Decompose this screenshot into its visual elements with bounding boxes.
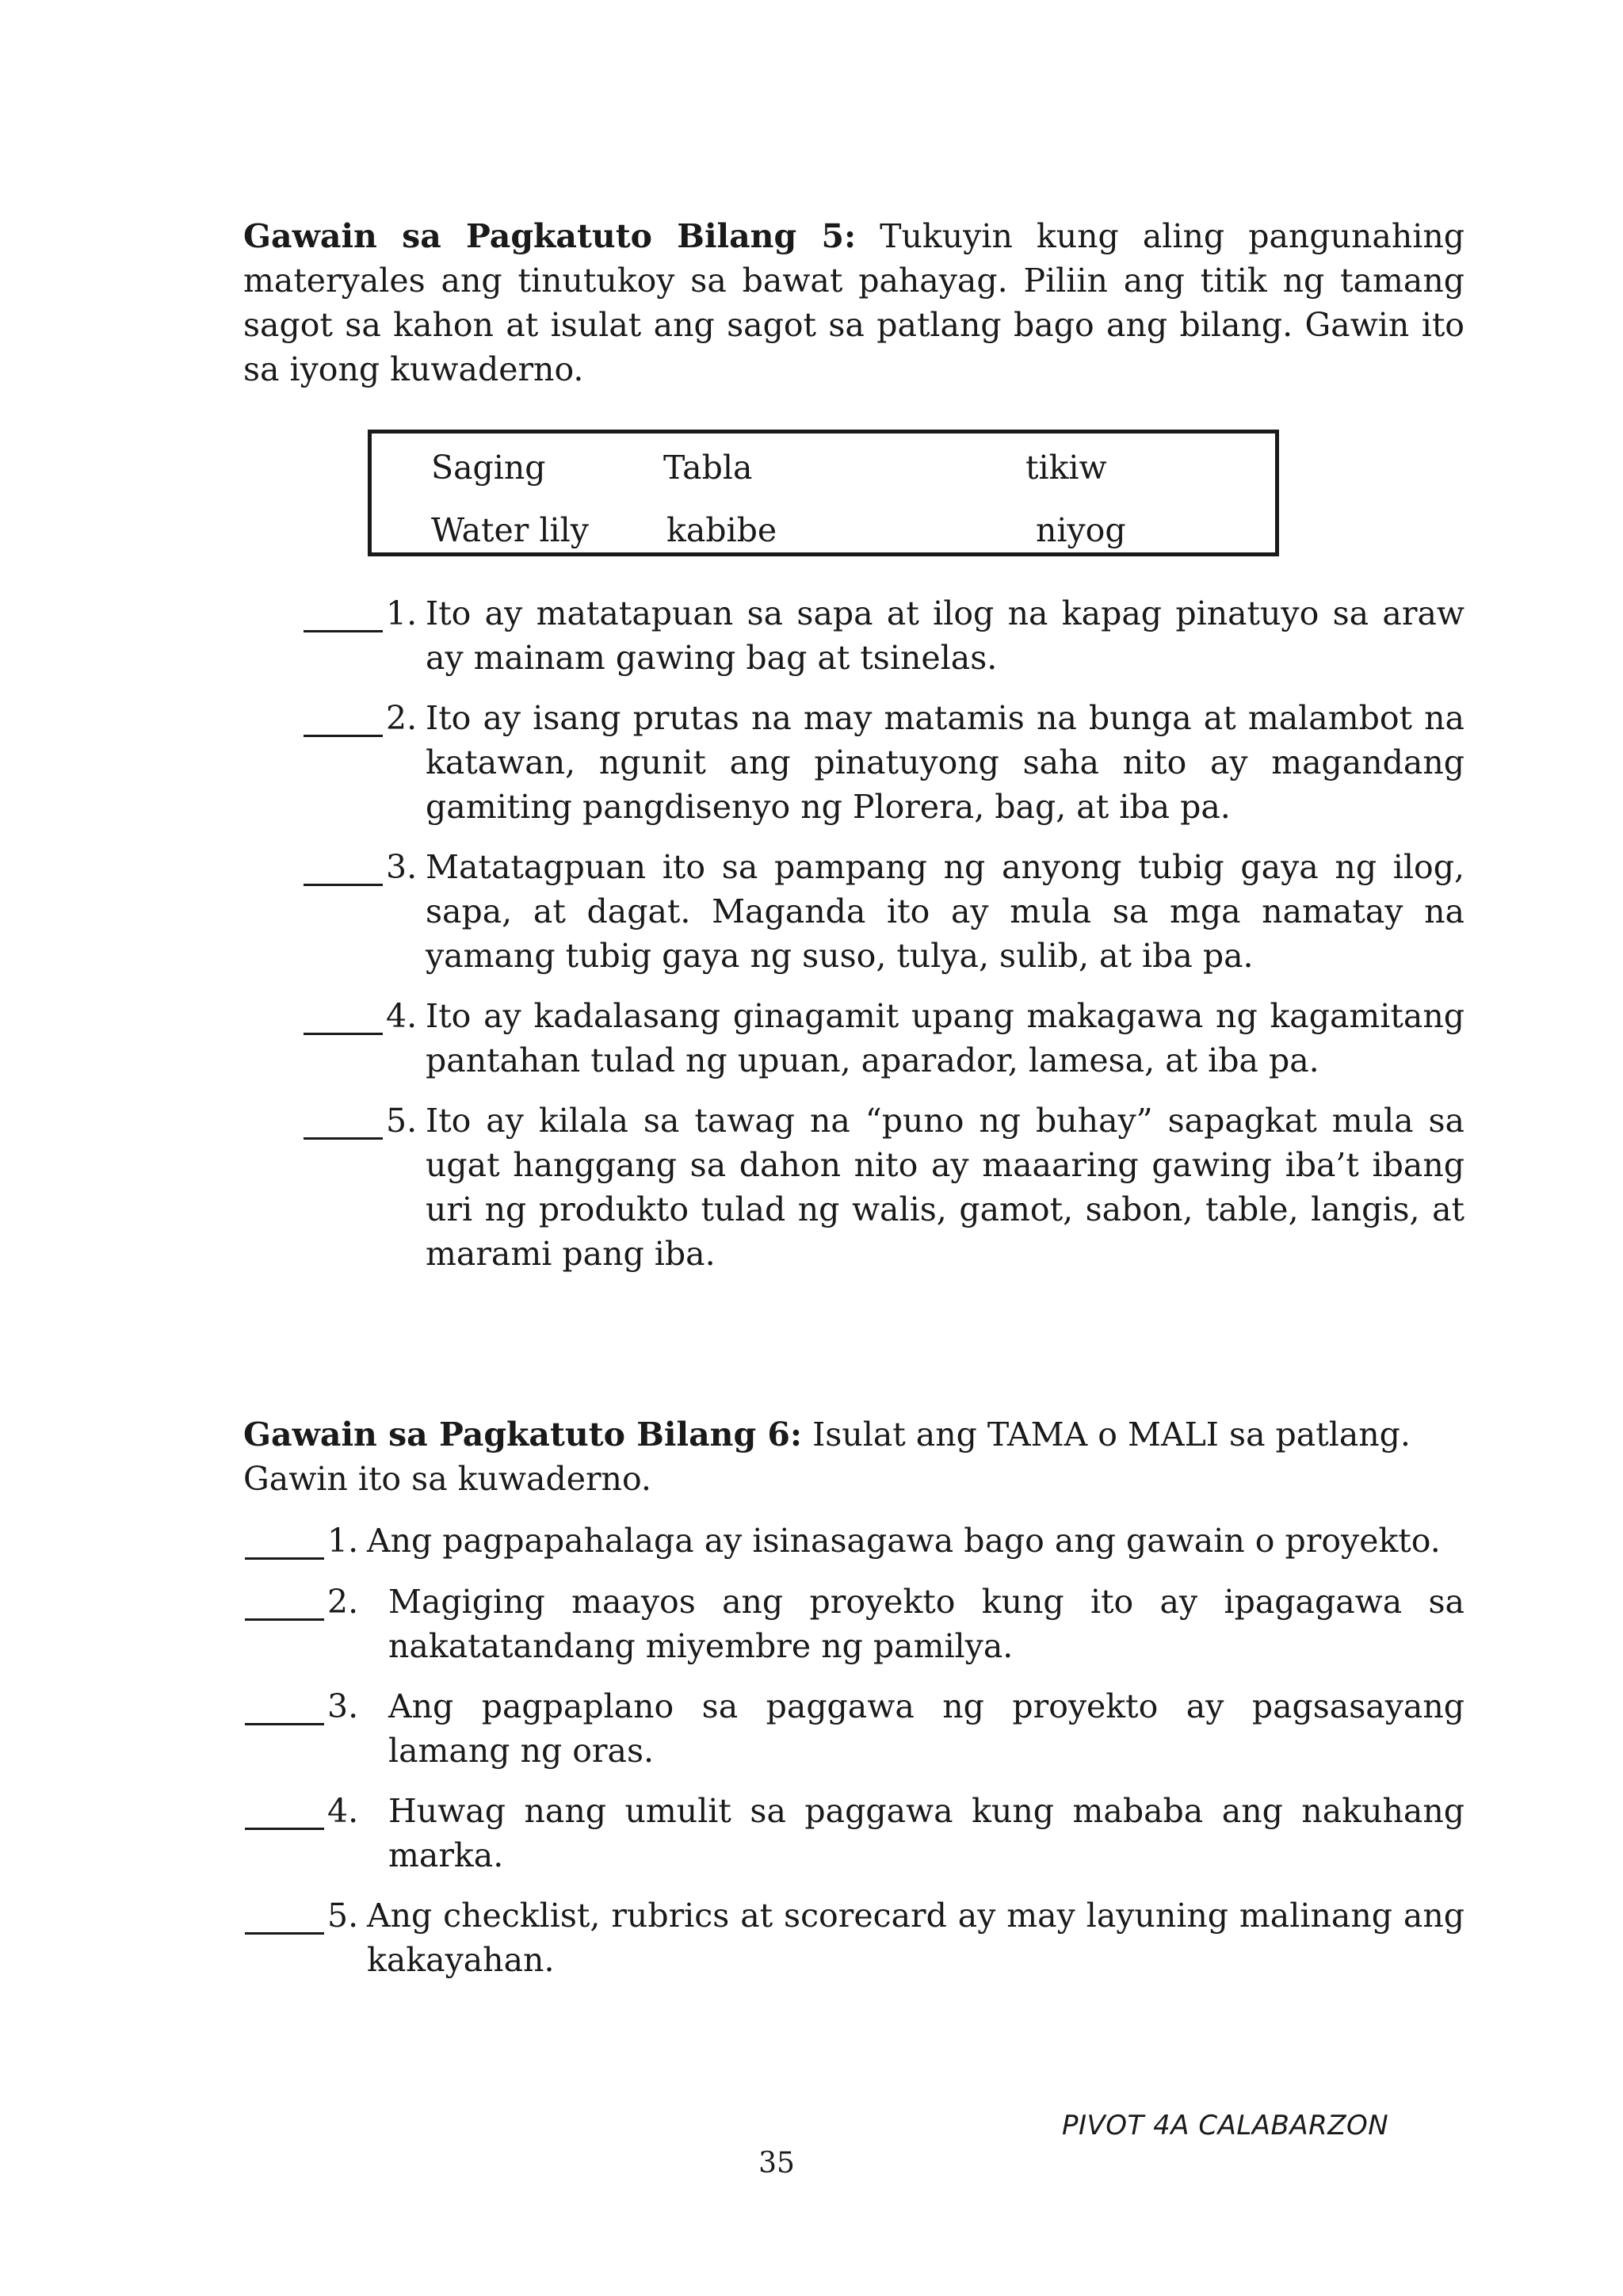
item-number: 1. (327, 1522, 359, 1560)
item-number: 4. (327, 1792, 359, 1830)
choice-niyog: niyog (1036, 511, 1126, 549)
answer-blank[interactable] (245, 1557, 324, 1560)
item-number: 2. (386, 699, 418, 737)
activity5-instructions (243, 214, 1465, 392)
activity5-instruction-text: Tukuyin kung aling pangunahing materyales ang tinutukoy sa bawat pahayag. Piliin ang titik ng tamang sagot sa kahon at isulat ang sagot sa patlang bago ang bilang. Gawin ito sa iyong kuwaderno. (243, 217, 1465, 388)
footer-brand: PIVOT 4A CALABARZON (1062, 2110, 1389, 2141)
item-text: Huwag nang umulit sa paggawa kung mababa ang nakuhang marka. (388, 1792, 1465, 1874)
item-number: 3. (327, 1687, 359, 1725)
choice-water-lily: Water lily (431, 511, 589, 549)
answer-blank[interactable] (245, 1618, 324, 1621)
activity6-instruction-text: Isulat ang TAMA o MALI sa patlang. Gawin ito sa kuwaderno. (243, 1415, 1411, 1498)
answer-blank[interactable] (245, 1828, 324, 1830)
choice-tikiw: tikiw (1025, 449, 1107, 487)
item-text: Ito ay matatapuan sa sapa at ilog na kapag pinatuyo sa araw ay mainam gawing bag at tsinelas. (426, 594, 1465, 677)
item-text: Ito ay kilala sa tawag na “puno ng buhay” sapagkat mula sa ugat hanggang sa dahon nito ay maaaring gawing iba’t ibang uri ng produkto tulad ng walis, gamot, sabon, table, langis, at marami pang iba. (426, 1102, 1465, 1273)
item-text: Matatagpuan ito sa pampang ng anyong tubig gaya ng ilog, sapa, at dagat. Maganda ito ay mula sa mga namatay na yamang tubig gaya ng suso, tulya, sulib, at iba pa. (426, 848, 1465, 975)
choices-box (368, 430, 1279, 556)
item-text: Magiging maayos ang proyekto kung ito ay ipagagawa sa nakatatandang miyembre ng pamilya. (388, 1583, 1465, 1665)
item-number: 5. (327, 1897, 359, 1935)
item-text: Ang pagpaplano sa paggawa ng proyekto ay pagsasayang lamang ng oras. (388, 1687, 1465, 1770)
item-number: 3. (386, 848, 418, 886)
choice-saging: Saging (431, 449, 546, 487)
answer-blank[interactable] (304, 1137, 383, 1140)
page-number: 35 (758, 2147, 795, 2179)
item-text: Ito ay isang prutas na may matamis na bunga at malambot na katawan, ngunit ang pinatuyong saha nito ay magandang gamiting pangdisenyo ng Plorera, bag, at iba pa. (426, 699, 1465, 826)
answer-blank[interactable] (245, 1723, 324, 1725)
item-number: 2. (327, 1583, 359, 1621)
item-number: 4. (386, 997, 418, 1035)
item-text: Ang checklist, rubrics at scorecard ay may layuning malinang ang kakayahan. (367, 1897, 1465, 1979)
answer-blank[interactable] (304, 884, 383, 886)
activity5-title: Gawain sa Pagkatuto Bilang 5: (243, 217, 857, 255)
answer-blank[interactable] (304, 630, 383, 632)
activity6-instructions (243, 1412, 1416, 1501)
item-text: Ang pagpapahalaga ay isinasagawa bago ang gawain o proyekto. (367, 1522, 1441, 1560)
activity6-title: Gawain sa Pagkatuto Bilang 6: (243, 1415, 803, 1454)
answer-blank[interactable] (304, 735, 383, 737)
answer-blank[interactable] (304, 1033, 383, 1035)
item-number: 5. (386, 1102, 418, 1140)
choice-tabla: Tabla (663, 449, 753, 487)
item-text: Ito ay kadalasang ginagamit upang makagawa ng kagamitang pantahan tulad ng upuan, aparador, lamesa, at iba pa. (426, 997, 1465, 1079)
item-number: 1. (386, 594, 418, 632)
answer-blank[interactable] (245, 1932, 324, 1935)
choice-kabibe: kabibe (666, 511, 777, 549)
